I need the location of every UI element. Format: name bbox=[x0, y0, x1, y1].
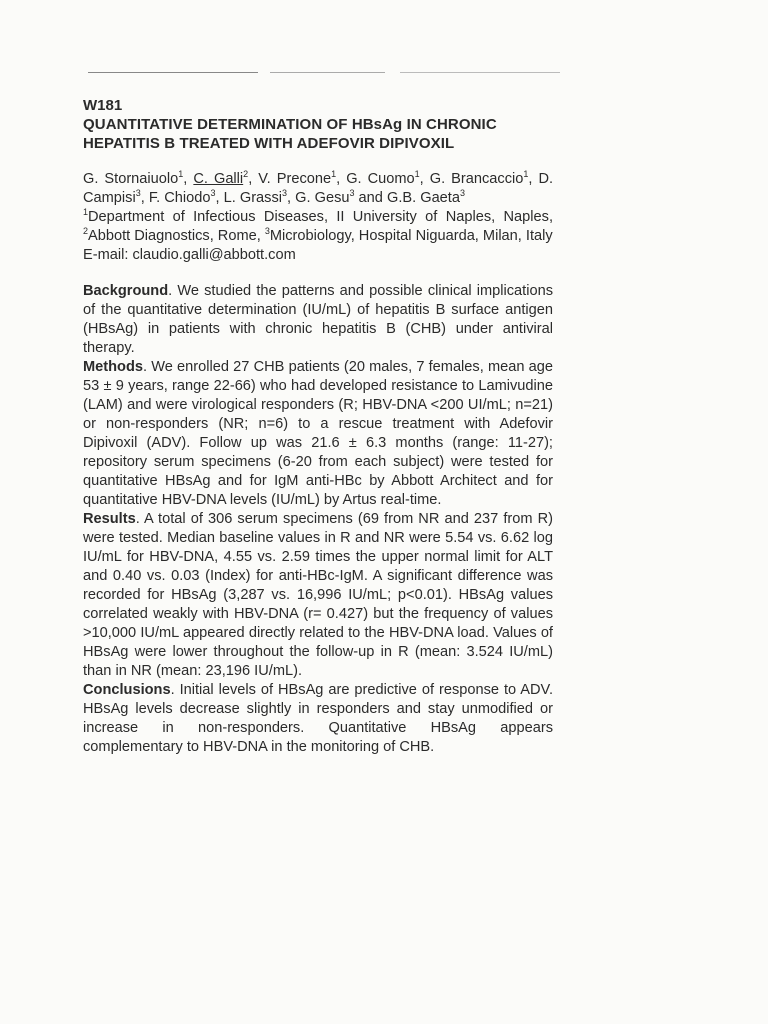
affiliation-number: 3 bbox=[264, 226, 270, 236]
affiliation-text: Department of Infectious Diseases, II University of Naples, Naples, bbox=[88, 209, 553, 225]
affiliation-marker: 1 bbox=[331, 169, 337, 179]
affiliation-marker: 3 bbox=[210, 188, 216, 198]
section-background bbox=[83, 282, 553, 358]
section-label: Methods bbox=[83, 359, 143, 375]
affiliation-marker: 1 bbox=[178, 169, 184, 179]
section-label: Background bbox=[83, 283, 169, 299]
author-name: V. Precone bbox=[258, 171, 332, 187]
title-line: HEPATITIS B TREATED WITH ADEFOVIR DIPIVOXIL bbox=[83, 135, 455, 152]
affiliations bbox=[83, 208, 553, 246]
section-label: Conclusions bbox=[83, 682, 171, 698]
section-text: . We studied the patterns and possible clinical implications of the quantitative determination (IU/mL) of hepatitis B surface antigen (HBsAg) in patients with chronic hepatitis B (CHB) under antiviral therapy. bbox=[83, 283, 553, 356]
affiliation-marker: 2 bbox=[243, 169, 249, 179]
author-name: G. Cuomo bbox=[346, 171, 415, 187]
author-name: G. Stornaiuolo bbox=[83, 171, 179, 187]
affiliation-marker: 3 bbox=[349, 188, 355, 198]
affiliation-number: 1 bbox=[83, 207, 89, 217]
author-list: G. Stornaiuolo$^1$, C. Galli$^2$, V. Precone$^1$, G. Cuomo$^1$, G. Brancaccio$^1$, D. Campisi$^3$, F. Chiodo$^3$, L. Grassi$^3$, G. Gesu$^3$ and G.B. Gaeta$^3$ bbox=[83, 169, 554, 206]
abstract bbox=[83, 96, 553, 757]
top-rule bbox=[88, 72, 258, 73]
affiliation-text: Abbott Diagnostics, Rome, bbox=[88, 228, 265, 244]
author-block bbox=[83, 170, 553, 265]
affiliation-marker: 1 bbox=[523, 169, 529, 179]
title-line: QUANTITATIVE DETERMINATION OF HBsAg IN CHRONIC bbox=[83, 116, 497, 133]
top-rule bbox=[270, 72, 385, 73]
section-results bbox=[83, 510, 553, 681]
author-name: G. Gesu bbox=[295, 190, 350, 206]
author-name: D. Campisi bbox=[83, 171, 554, 206]
section-label: Results bbox=[83, 511, 136, 527]
author-name: C. Galli bbox=[193, 171, 244, 187]
affiliation-marker: 3 bbox=[459, 188, 465, 198]
affiliation-text: Microbiology, Hospital Niguarda, Milan, Italy bbox=[269, 228, 553, 244]
affiliation-number: 2 bbox=[83, 226, 89, 236]
author-name: L. Grassi bbox=[223, 190, 283, 206]
author-name: G. Brancaccio bbox=[429, 171, 524, 187]
email: E-mail: claudio.galli@abbott.com bbox=[83, 247, 296, 263]
top-rule bbox=[400, 72, 560, 73]
section-text: . Initial levels of HBsAg are predictive of response to ADV. HBsAg levels decrease slightly in responders and stay unmodified or increase in non-responders. Quantitative HBsAg appears complementary to HBV-DNA in the monitoring of CHB. bbox=[83, 682, 553, 755]
affiliation-marker: 1 bbox=[414, 169, 420, 179]
section-conclusions bbox=[83, 681, 553, 757]
section-text: . A total of 306 serum specimens (69 from NR and 237 from R) were tested. Median baseline values in R and NR were 5.54 vs. 6.62 log IU/mL for HBV-DNA, 4.55 vs. 2.59 times the upper normal limit for ALT and 0.40 vs. 0.03 (Index) for anti-HBc-IgM. A significant difference was recorded for HBsAg (3,287 vs. 16,996 IU/mL; p<0.01). HBsAg values correlated weakly with HBV-DNA (r= 0.427) but the frequency of values >10,000 IU/mL appeared directly related to the HBV-DNA load. Values of HBsAg were lower throughout the follow-up in R (mean: 3.524 IU/mL) than in NR (mean: 23,196 IU/mL). bbox=[83, 511, 553, 679]
abstract-title bbox=[83, 115, 553, 153]
abstract-code: W181 bbox=[83, 97, 123, 114]
section-methods bbox=[83, 358, 553, 510]
author-name: G.B. Gaeta bbox=[386, 190, 460, 206]
abstract-body bbox=[83, 282, 553, 757]
author-name: F. Chiodo bbox=[148, 190, 211, 206]
section-text: . We enrolled 27 CHB patients (20 males, 7 females, mean age 53 ± 9 years, range 22-66) who had developed resistance to Lamivudine (LAM) and were virological responders (R; HBV-DNA <200 UI/mL; n=21) or non-responders (NR; n=6) to a rescue treatment with Adefovir Dipivoxil (ADV). Follow up was 21.6 ± 6.3 months (range: 11-27); repository serum specimens (6-20 from each subject) were tested for quantitative HBsAg and for IgM anti-HBc by Abbott Architect and for quantitative HBV-DNA levels (IU/mL) by Artus real-time. bbox=[83, 359, 553, 508]
affiliation-marker: 3 bbox=[135, 188, 141, 198]
affiliation-marker: 3 bbox=[282, 188, 288, 198]
